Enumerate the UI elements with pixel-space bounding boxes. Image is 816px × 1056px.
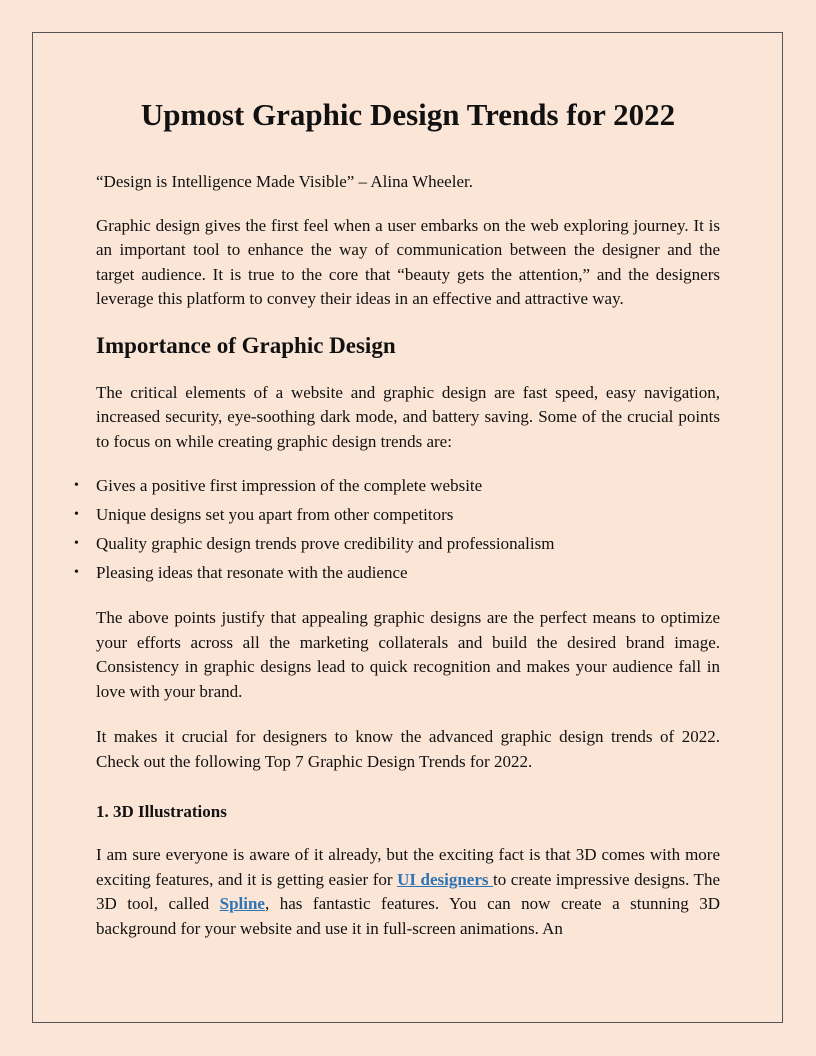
section-intro-paragraph: The critical elements of a website and graphic design are fast speed, easy navigation, increased security, eye-soothing dark mode, and battery saving. Some of the crucial points to focus on while creating graphic design trends are: bbox=[96, 382, 720, 451]
document-body bbox=[74, 96, 720, 941]
list-item-text: Gives a positive first impression of the complete website bbox=[96, 476, 483, 495]
list-item-text: Unique designs set you apart from other competitors bbox=[96, 505, 454, 524]
list-item bbox=[74, 529, 720, 558]
opening-quote: “Design is Intelligence Made Visible” – Alina Wheeler. bbox=[96, 172, 473, 191]
conclusion-paragraph: The above points justify that appealing graphic designs are the perfect means to optimize your efforts across all the marketing collaterals and build the desired brand image. Consistency in graphic designs lead to quick recognition and makes your audience fall in love with your brand. bbox=[96, 608, 720, 701]
list-item bbox=[74, 558, 720, 587]
bullet-icon: • bbox=[74, 507, 79, 522]
bullet-icon: • bbox=[74, 565, 79, 580]
paragraph-text: , has fantastic features. You can now create a stunning 3D background for your website and use it in full-screen animations. An bbox=[96, 894, 720, 938]
list-item bbox=[74, 500, 720, 529]
list-item bbox=[74, 471, 720, 500]
trends-intro-paragraph: It makes it crucial for designers to know the advanced graphic design trends of 2022. Check out the following Top 7 Graphic Design Trends for 2022. bbox=[96, 727, 720, 771]
importance-list bbox=[74, 471, 720, 587]
trend-heading-3d: 1. 3D Illustrations bbox=[96, 802, 227, 821]
bullet-icon: • bbox=[74, 478, 79, 493]
list-item-text: Quality graphic design trends prove credibility and professionalism bbox=[96, 534, 555, 553]
list-item-text: Pleasing ideas that resonate with the audience bbox=[96, 563, 408, 582]
page-title: Upmost Graphic Design Trends for 2022 bbox=[140, 97, 676, 132]
intro-paragraph: Graphic design gives the first feel when a user embarks on the web exploring journey. It is an important tool to enhance the way of communication between the designer and the target audience. It is true to the core that “beauty gets the attention,” and the designers leverage this platform to convey their ideas in an effective and attractive way. bbox=[96, 215, 720, 308]
spline-link[interactable]: Spline bbox=[219, 894, 265, 913]
ui-designers-link[interactable]: UI designers bbox=[397, 869, 494, 889]
trend-3d-paragraph bbox=[96, 843, 720, 941]
bullet-icon: • bbox=[74, 536, 79, 551]
section-heading: Importance of Graphic Design bbox=[96, 332, 396, 358]
paragraph-text: I am sure everyone is aware of it already, but the exciting fact is that 3D comes with more exciting features, and it is getting easier for bbox=[96, 845, 720, 889]
paragraph-text: to create impressive designs. The 3D tool, called bbox=[96, 869, 720, 913]
